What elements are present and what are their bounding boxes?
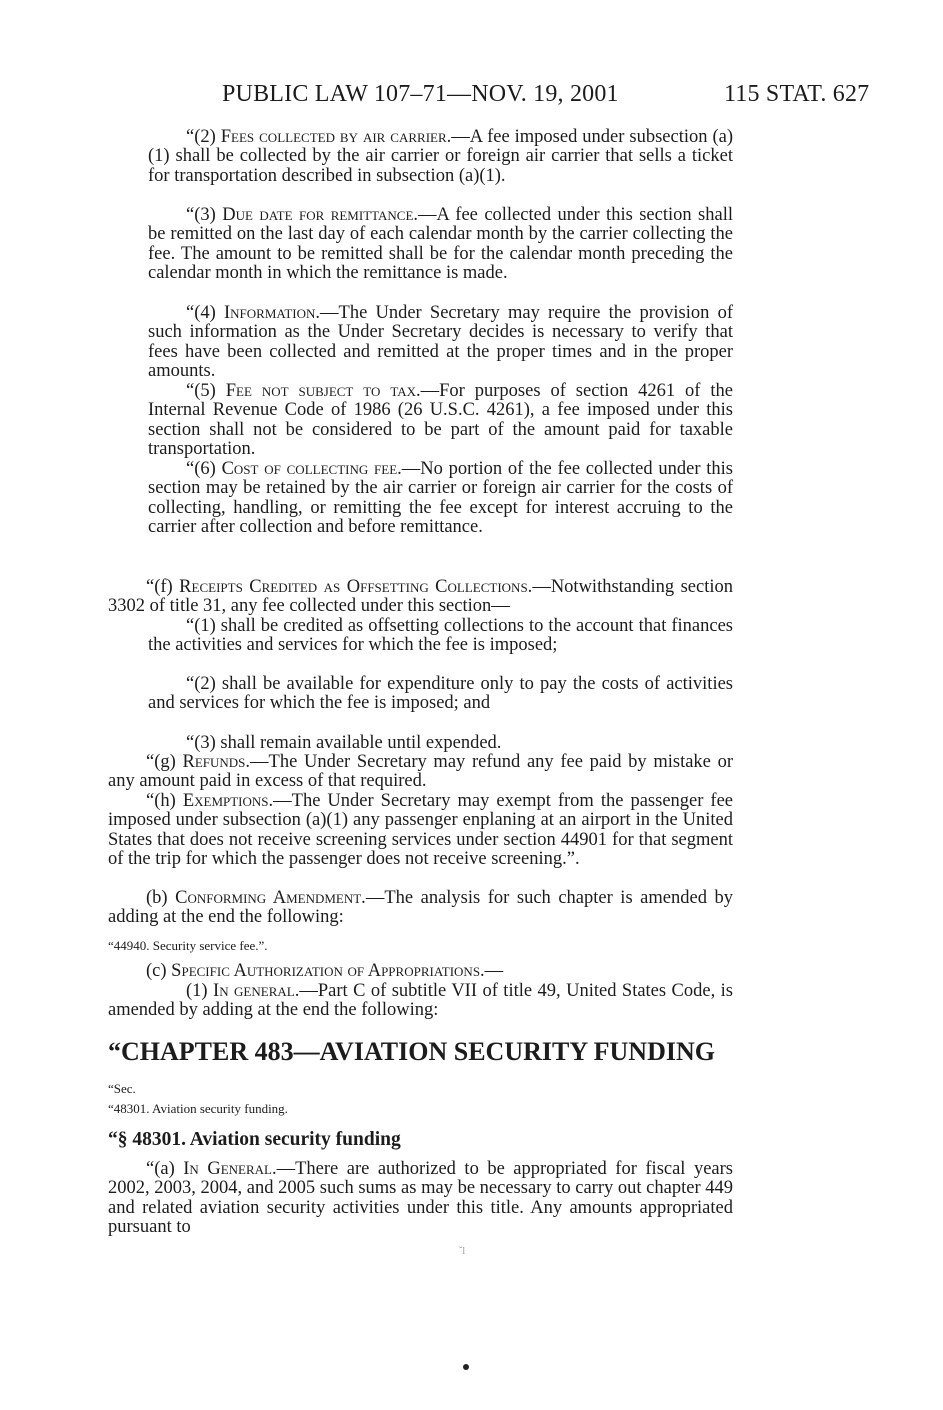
paragraph-c1: (1) In general.—Part C of subtitle VII of title 49, United States Code, is amended by adding at the end the following: (108, 981, 734, 1021)
paragraph-f1: “(1) shall be credited as offsetting collections to the account that finances the activities and services for which the fee is imposed; (148, 616, 733, 656)
paragraph-heading: Specific Authorization of Appropriations. (171, 961, 485, 981)
paragraph-b: (b) Conforming Amendment.—The analysis for such chapter is amended by adding at the end the following: (108, 888, 733, 928)
paragraph-heading: Information. (224, 303, 321, 323)
paragraph-e6: “(6) Cost of collecting fee.—No portion of the fee collected under this section may be retained by the air carrier or foreign air carrier for the costs of collecting, handling, or remitting the fee except for interest accruing to the carrier after collection and before remittance. (148, 459, 733, 538)
paragraph-f: “(f) Receipts Credited as Offsetting Collections.—Notwithstanding section 3302 of title 31, any fee collected under this section— (108, 577, 734, 617)
running-header-page: 115 STAT. 627 (724, 81, 870, 107)
paragraph-f2: “(2) shall be available for expenditure only to pay the costs of activities and services for which the fee is imposed; and (148, 674, 733, 714)
chapter-title: “CHAPTER 483—AVIATION SECURITY FUNDING (108, 1037, 715, 1066)
paragraph-heading: In general. (213, 981, 300, 1001)
analysis-entry: “44940. Security service fee.”. (108, 938, 268, 953)
paragraph-heading: Fee not subject to tax. (225, 381, 421, 401)
paragraph-heading: Due date for remittance. (222, 205, 419, 225)
section-table-entry: “48301. Aviation security funding. (108, 1101, 288, 1116)
paragraph-heading: Cost of collecting fee. (221, 459, 402, 479)
running-header-title: PUBLIC LAW 107–71—NOV. 19, 2001 (222, 81, 619, 107)
section-table-label: “Sec. (108, 1081, 136, 1096)
paragraph-h: “(h) Exemptions.—The Under Secretary may exempt from the passenger fee imposed under subsection (a)(1) any passenger enplaning at an airport in the United States that does not receive screening services under section 44901 for that segment of the trip for which the passenger does not receive screening.”. (108, 791, 733, 870)
paragraph-heading: Refunds. (182, 752, 251, 772)
scan-dot (463, 1364, 469, 1370)
paragraph-g: “(g) Refunds.—The Under Secretary may refund any fee paid by mistake or any amount paid in excess of that required. (108, 752, 733, 792)
paragraph-heading: Fees collected by air carrier. (220, 127, 452, 147)
paragraph-heading: Conforming Amendment. (175, 888, 366, 908)
section-heading: “§ 48301. Aviation security funding (108, 1129, 401, 1150)
paragraph-a: “(a) In General.—There are authorized to be appropriated for fiscal years 2002, 2003, 2004, and 2005 such sums as may be necessary to carry out chapter 449 and related aviation security activities under this title. Any amounts appropriated pursuant to (108, 1159, 733, 1238)
paragraph-e3: “(3) Due date for remittance.—A fee collected under this section shall be remitted on the last day of each calendar month by the carrier collecting the fee. The amount to be remitted shall be for the calendar month preceding the calendar month in which the remittance is made. (148, 205, 733, 284)
paragraph-f3: “(3) shall remain available until expended. (186, 733, 502, 753)
stray-scan-mark: ˇl (459, 1246, 466, 1257)
paragraph-e5: “(5) Fee not subject to tax.—For purposes of section 4261 of the Internal Revenue Code of 1986 (26 U.S.C. 4261), a fee imposed under this section shall not be considered to be part of the amount paid for taxable transportation. (148, 381, 733, 460)
paragraph-heading: Exemptions. (182, 791, 274, 811)
paragraph-c: (c) Specific Authorization of Appropriations.— (146, 961, 504, 981)
paragraph-e2: “(2) Fees collected by air carrier.—A fee imposed under subsection (a)(1) shall be collected by the air carrier or foreign air carrier that sells a ticket for transportation described in subsection (a)(1). (148, 127, 733, 186)
paragraph-e4: “(4) Information.—The Under Secretary may require the provision of such information as the Under Secretary decides is necessary to verify that fees have been collected and remitted at the proper times and in the proper amounts. (148, 303, 733, 382)
paragraph-heading: Receipts Credited as Offsetting Collections. (179, 577, 533, 597)
paragraph-heading: In General. (183, 1159, 277, 1179)
